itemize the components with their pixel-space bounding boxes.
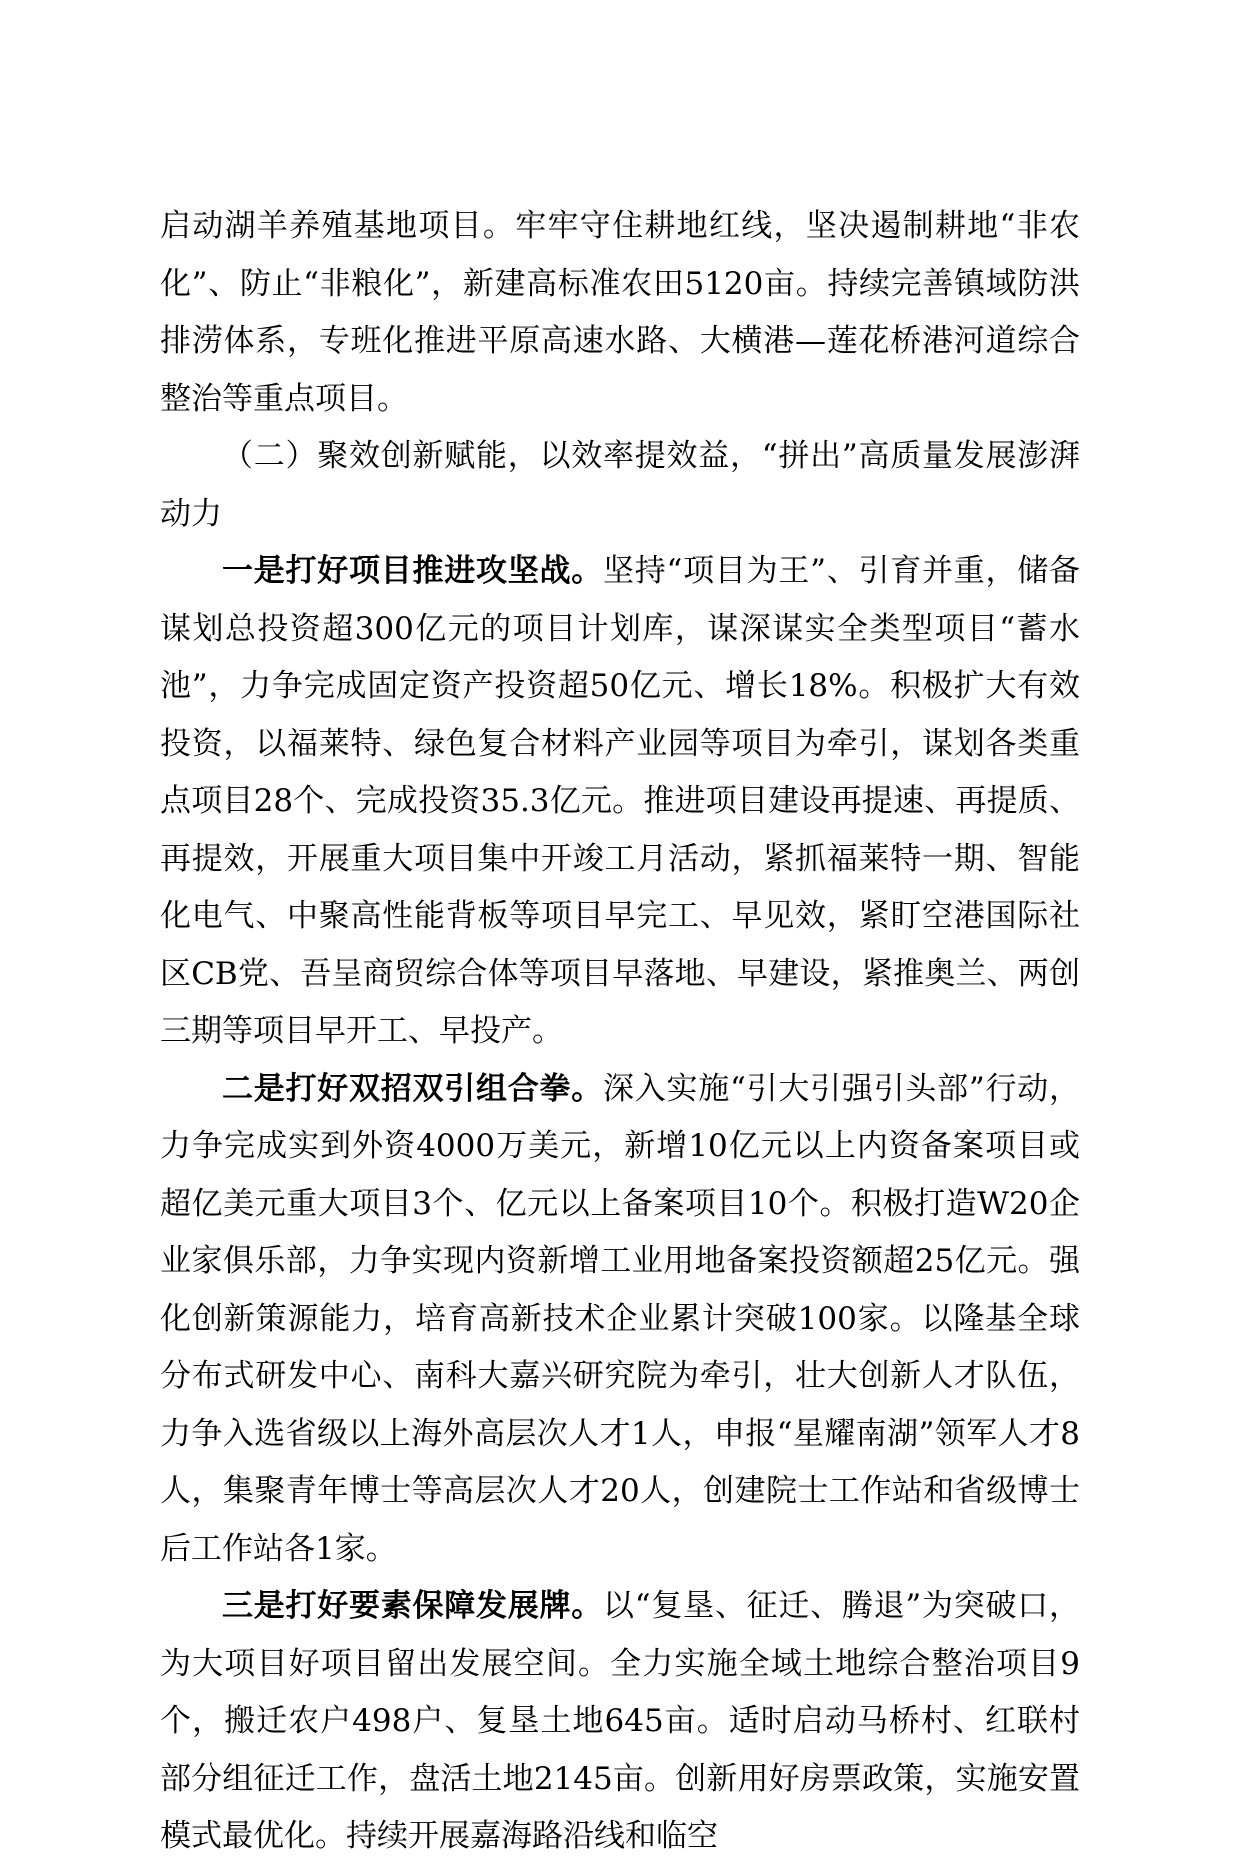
paragraph-lead: 一是打好项目推进攻坚战。 (222, 553, 604, 589)
paragraph-factor-guarantee (160, 1578, 1080, 1866)
paragraph-text: 深入实施“引大引强引头部”行动，力争完成实到外资4000万美元，新增10亿元以上内资备案项目或超亿美元重大项目3个、亿元以上备案项目10个。积极打造W20企业家俱乐部，力争实现内资新增工业用地备案投资额超25亿元。强化创新策源能力，培育高新技术企业累计突破100家。以隆基全球分布式研发中心、南科大嘉兴研究院为牵引，壮大创新人才队伍，力争入选省级以上海外高层次人才1人，申报“星耀南湖”领军人才8人，集聚青年博士等高层次人才20人，创建院士工作站和省级博士后工作站各1家。 (160, 1070, 1081, 1567)
paragraph-text: 以“复垦、征迁、腾退”为突破口，为大项目好项目留出发展空间。全力实施全域土地综合整治项目9个，搬迁农户498户、复垦土地645亩。适时启动马桥村、红联村部分组征迁工作，盘活土地2145亩。创新用好房票政策，实施安置模式最优化。持续开展嘉海路沿线和临空 (160, 1588, 1081, 1854)
section-heading (160, 428, 1080, 543)
document-body (160, 198, 1080, 1866)
paragraph-text: 启动湖羊养殖基地项目。牢牢守住耕地红线，坚决遏制耕地“非农化”、防止“非粮化”，新建高标准农田5120亩。持续完善镇域防洪排涝体系，专班化推进平原高速水路、大横港—莲花桥港河道综合整治等重点项目。 (160, 208, 1080, 417)
paragraph-lead: 二是打好双招双引组合拳。 (222, 1070, 604, 1107)
section-heading-text: （二）聚效创新赋能，以效率提效益，“拼出”高质量发展澎湃动力 (160, 438, 1080, 532)
paragraph-text: 坚持“项目为王”、引育并重，储备谋划总投资超300亿元的项目计划库，谋深谋实全类型项目“蓄水池”，力争完成固定资产投资超50亿元、增长18%。积极扩大有效投资，以福莱特、绿色复合材料产业园等项目为牵引，谋划各类重点项目28个、完成投资35.3亿元。推进项目建设再提速、再提质、再提效，开展重大项目集中开竣工月活动，紧抓福莱特一期、智能化电气、中聚高性能背板等项目早完工、早见效，紧盯空港国际社区CB党、吾呈商贸综合体等项目早落地、早建设，紧推奥兰、两创三期等项目早开工、早投产。 (160, 553, 1081, 1049)
paragraph-project-advancement (160, 543, 1080, 1061)
paragraph-investment-attraction (160, 1061, 1080, 1579)
paragraph-lead: 三是打好要素保障发展牌。 (222, 1588, 604, 1624)
paragraph-continued (160, 198, 1080, 428)
